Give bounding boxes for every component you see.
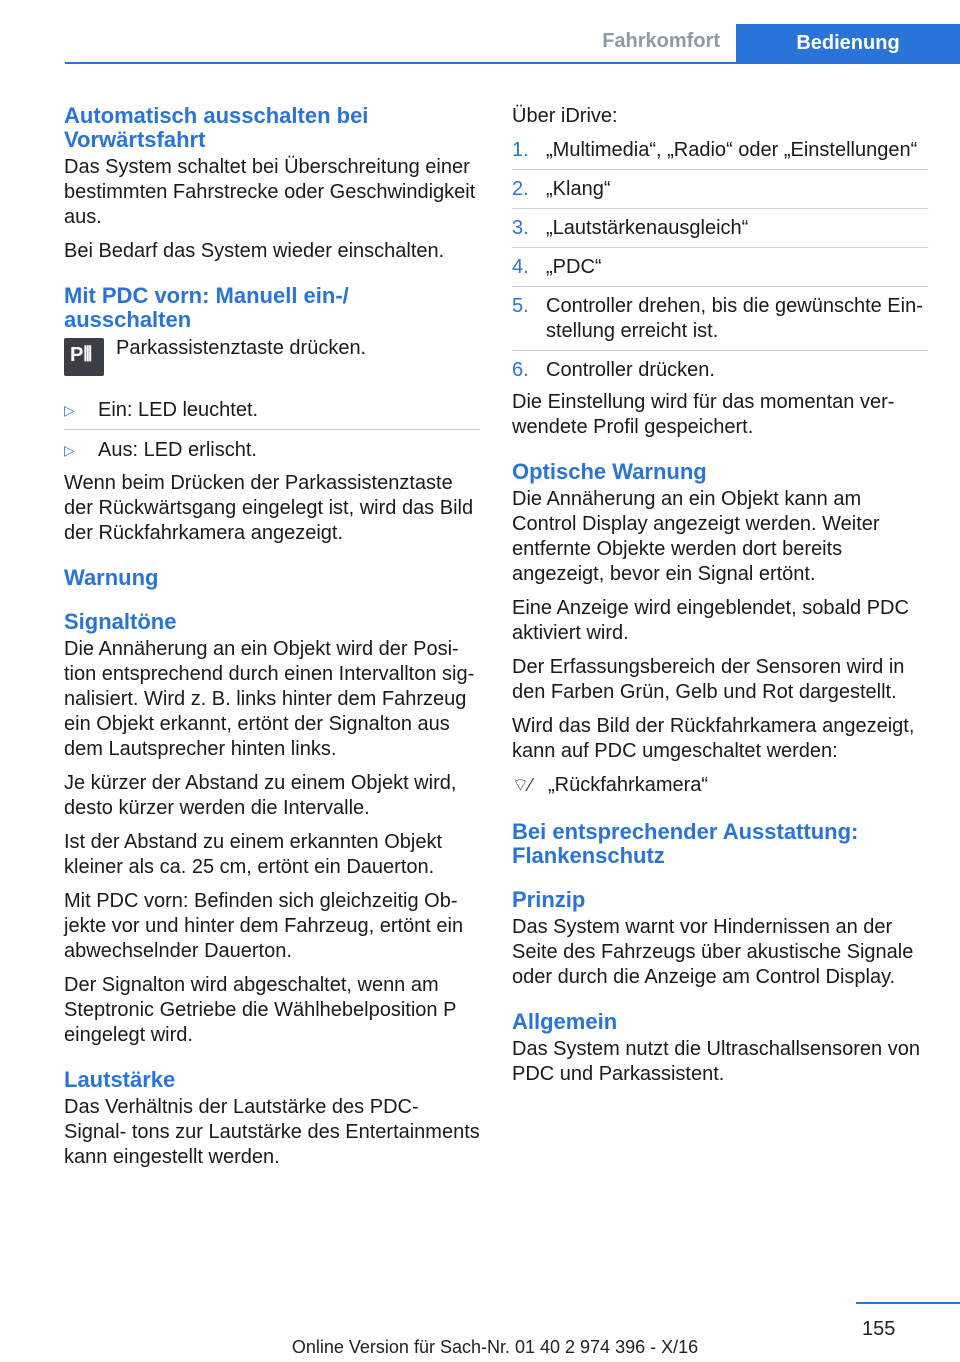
footer-version: Online Version für Sach-Nr. 01 40 2 974 396 - X/16 — [291, 1337, 699, 1357]
heading-flankenschutz: Bei entsprechender Ausstattung: Flankenschutz — [512, 819, 859, 868]
footer-rule — [856, 1302, 960, 1304]
triangle-bullet-icon: ▷ — [64, 402, 75, 418]
pdc-button-text: Parkassistenztaste drücken. — [116, 337, 367, 359]
list-item: 5. Controller drehen, bis die gewünschte Ein‐ stellung erreicht ist. — [512, 294, 928, 351]
list-item: 6. Controller drücken. — [512, 359, 715, 381]
paragraph: Ist der Abstand zu einem erkannten Objekt kleiner als ca. 25 cm, ertönt ein Dauerton. — [64, 831, 442, 878]
heading-allgemein: Allgemein — [512, 1009, 618, 1034]
camera-icon: ⌔⁄ — [512, 775, 532, 795]
camera-row — [512, 773, 928, 798]
paragraph: Wenn beim Drücken der Parkassistenztaste der Rückwärtsgang eingelegt ist, wird das Bild der Rückfahrkamera angezeigt. — [64, 472, 474, 544]
right-column — [512, 104, 928, 1096]
list-item: 2. „Klang“ — [512, 177, 928, 209]
paragraph: Je kürzer der Abstand zu einem Objekt wird, desto kürzer werden die Intervalle. — [64, 772, 457, 819]
paragraph: Das System schaltet bei Überschreitung einer bestimmten Fahrstrecke oder Geschwindigkeit aus. — [64, 156, 476, 228]
list-item: ▷ Ein: LED leuchtet. — [64, 398, 480, 430]
section-tab-fahrkomfort: Fahrkomfort — [602, 30, 720, 52]
heading-lautstaerke: Lautstärke — [64, 1067, 176, 1092]
list-item: 3. „Lautstärkenausgleich“ — [512, 216, 928, 248]
heading-signaltoene: Signaltöne — [64, 609, 177, 634]
paragraph: Bei Bedarf das System wieder einschalten. — [64, 240, 445, 262]
pdc-button-icon: P⦀ — [64, 338, 104, 376]
heading-prinzip: Prinzip — [512, 887, 586, 912]
camera-text: „Rückfahrkamera“ — [548, 774, 709, 796]
led-list — [64, 398, 480, 463]
heading-automatisch-ausschalten: Automatisch ausschalten bei Vorwärtsfahrt — [64, 103, 369, 152]
left-column — [64, 104, 480, 1179]
list-item: 4. „PDC“ — [512, 255, 928, 287]
paragraph: Der Signalton wird abgeschaltet, wenn am Steptronic Getriebe die Wählhebelposition P eingelegt wird. — [64, 974, 457, 1046]
heading-warnung: Warnung — [64, 565, 159, 590]
paragraph: Der Erfassungsbereich der Sensoren wird in den Farben Grün, Gelb und Rot dargestellt. — [512, 656, 905, 703]
paragraph: Eine Anzeige wird eingeblendet, sobald PDC aktiviert wird. — [512, 597, 909, 644]
paragraph: Das Verhältnis der Lautstärke des PDC-Signal‐ tons zur Lautstärke des Entertainments kann eingestellt werden. — [64, 1096, 480, 1168]
list-item: 1. „Multimedia“, „Radio“ oder „Einstellungen“ — [512, 138, 928, 170]
paragraph: Das System warnt vor Hindernissen an der Seite des Fahrzeugs über akustische Signale oder durch die Anzeige am Control Display. — [512, 916, 914, 988]
list-item: ▷ Aus: LED erlischt. — [64, 439, 257, 461]
paragraph: Das System nutzt die Ultraschallsensoren von PDC und Parkassistent. — [512, 1038, 920, 1085]
triangle-bullet-icon: ▷ — [64, 442, 75, 458]
paragraph: Die Annäherung an ein Objekt kann am Control Display angezeigt werden. Weiter entfernte Objekte werden dort bereits angezeigt, bevor ein Signal ertönt. — [512, 488, 880, 585]
paragraph: Die Einstellung wird für das momentan ver‐ wendete Profil gespeichert. — [512, 391, 895, 438]
paragraph: Die Annäherung an ein Objekt wird der Posi‐ tion entsprechend durch einen Intervallton sig‐ nalisiert. Wird z. B. links hinter dem Fahrzeug ein Objekt erkannt, ertönt der Signalton aus dem Lautsprecher hinten links. — [64, 638, 475, 760]
paragraph: Wird das Bild der Rückfahrkamera angezeigt, kann auf PDC umgeschaltet werden: — [512, 715, 915, 762]
paragraph: Über iDrive: — [512, 105, 618, 127]
pdc-button-row — [64, 336, 480, 376]
page-number: 155 — [862, 1318, 896, 1340]
idrive-steps — [512, 138, 928, 383]
heading-pdc-vorn: Mit PDC vorn: Manuell ein-/ ausschalten — [64, 283, 349, 332]
heading-optische-warnung: Optische Warnung — [512, 459, 707, 484]
section-tab-bedienung: Bedienung — [736, 24, 960, 62]
paragraph: Mit PDC vorn: Befinden sich gleichzeitig Ob‐ jekte vor und hinter dem Fahrzeug, ertönt ein abwechselnder Dauerton. — [64, 890, 464, 962]
page-header — [65, 24, 960, 64]
